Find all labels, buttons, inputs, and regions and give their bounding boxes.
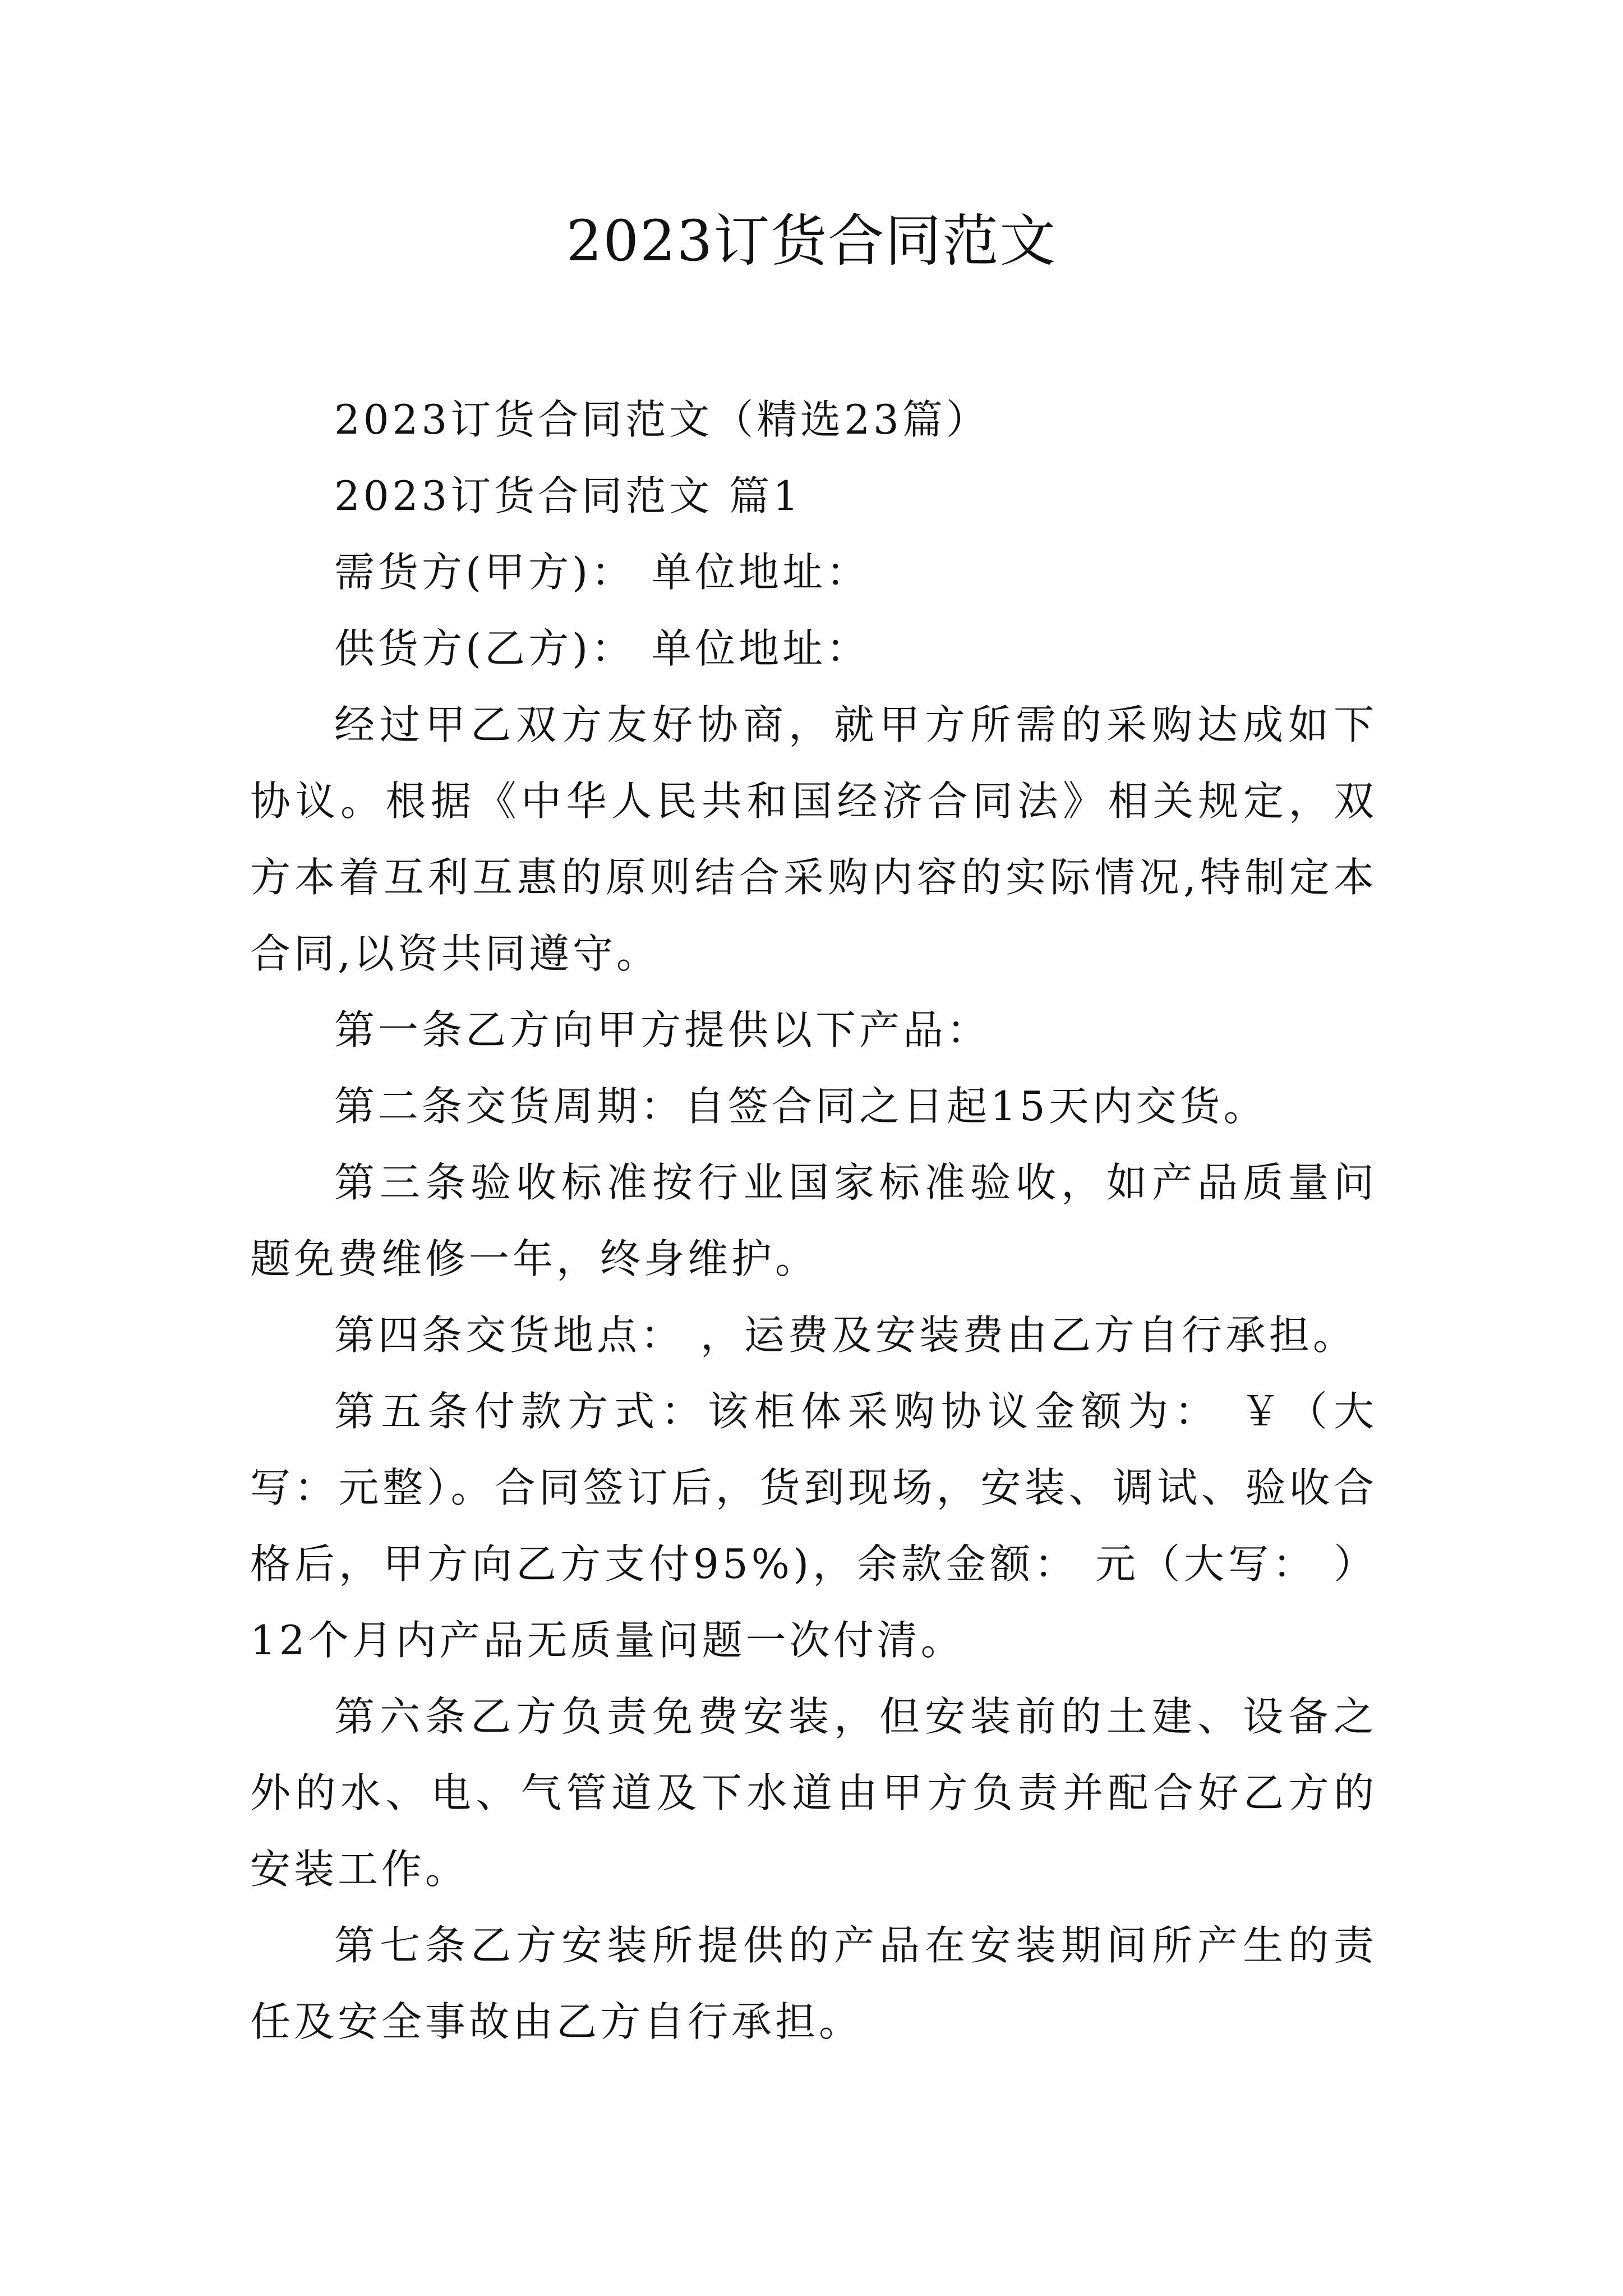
paragraph-article-7: 第七条乙方安装所提供的产品在安装期间所产生的责任及安全事故由乙方自行承担。 [250, 1922, 1377, 2045]
paragraph-preamble: 经过甲乙双方友好协商，就甲方所需的采购达成如下协议。根据《中华人民共和国经济合同法》相关规定，双方本着互利互惠的原则结合采购内容的实际情况,特制定本合同,以资共同遵守。 [250, 701, 1377, 977]
paragraph-article-6: 第六条乙方负责免费安装，但安装前的土建、设备之外的水、电、气管道及下水道由甲方负责并配合好乙方的安装工作。 [250, 1693, 1377, 1893]
paragraph-article-2: 第二条交货周期：自签合同之日起15天内交货。 [334, 1083, 1267, 1130]
document-body [250, 381, 1377, 2060]
paragraph-article-1: 第一条乙方向甲方提供以下产品： [334, 1006, 991, 1053]
paragraph-buyer: 需货方(甲方)： 单位地址： [334, 549, 870, 596]
paragraph-subtitle: 2023订货合同范文（精选23篇） [334, 396, 990, 443]
paragraph-supplier: 供货方(乙方)： 单位地址： [334, 625, 870, 672]
paragraph-section-heading: 2023订货合同范文 篇1 [334, 472, 802, 519]
paragraph-article-5: 第五条付款方式：该柜体采购协议金额为： ￥（大写：元整）。合同签订后，货到现场，安装、调试、验收合格后，甲方向乙方支付95%)，余款金额： 元（大写： ）12个月内产品无质量问题一次付清。 [250, 1388, 1377, 1664]
paragraph-article-3: 第三条验收标准按行业国家标准验收，如产品质量问题免费维修一年，终身维护。 [250, 1159, 1377, 1282]
paragraph-article-4: 第四条交货地点： ，运费及安装费由乙方自行承担。 [334, 1312, 1357, 1359]
document-title: 2023订货合同范文 [566, 208, 1057, 274]
